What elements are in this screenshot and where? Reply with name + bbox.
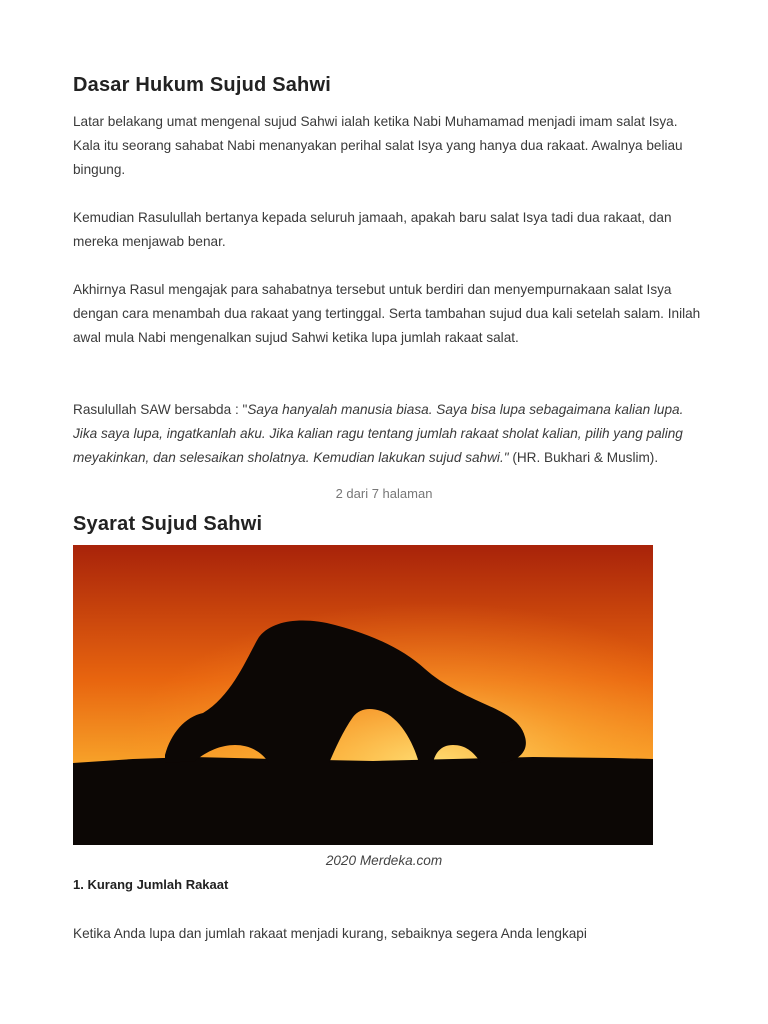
page-indicator: 2 dari 7 halaman bbox=[335, 486, 433, 501]
paragraph-ketika-anda-lupa: Ketika Anda lupa dan jumlah rakaat menjadi kurang, sebaiknya segera Anda lengkapi bbox=[73, 926, 587, 941]
paragraph-hadith-quote bbox=[73, 398, 703, 470]
section-title-syarat: Syarat Sujud Sahwi bbox=[73, 513, 263, 535]
sunset-prostration-image bbox=[73, 545, 653, 845]
sujud-silhouette-photo bbox=[73, 545, 653, 845]
section-title-dasar-hukum: Dasar Hukum Sujud Sahwi bbox=[73, 74, 331, 96]
ground-silhouette bbox=[73, 757, 653, 845]
paragraph-rasulullah-bertanya: Kemudian Rasulullah bertanya kepada seluruh jamaah, apakah baru salat Isya tadi dua rakaat, dan mereka menjawab benar. bbox=[73, 210, 672, 249]
subheading-kurang-jumlah-rakaat: 1. Kurang Jumlah Rakaat bbox=[73, 877, 229, 892]
quote-source: (HR. Bukhari & Muslim). bbox=[508, 450, 659, 465]
quote-text: Saya hanyalah manusia biasa. Saya bisa lupa sebagaimana kalian lupa. Jika saya lupa, ingatkanlah aku. Jika kalian ragu tentang jumlah rakaat sholat kalian, pilih yang paling meyakinkan, dan selesaikan sholatnya. Kemudian lakukan sujud sahwi." bbox=[73, 402, 684, 465]
paragraph-latar-belakang: Latar belakang umat mengenal sujud Sahwi ialah ketika Nabi Muhamamad menjadi imam salat Isya. Kala itu seorang sahabat Nabi menanyakan perihal salat Isya yang hanya dua rakaat. Awalnya beliau bingung. bbox=[73, 114, 683, 177]
quote-intro: Rasulullah SAW bersabda : " bbox=[73, 402, 248, 417]
paragraph-akhirnya-rasul: Akhirnya Rasul mengajak para sahabatnya tersebut untuk berdiri dan menyempurnakaan salat Isya dengan cara menambah dua rakaat yang tertinggal. Serta tambahan sujud dua kali setelah salam. Inilah awal mula Nabi mengenalkan sujud Sahwi ketika lupa jumlah rakaat salat. bbox=[73, 282, 701, 345]
image-caption: 2020 Merdeka.com bbox=[325, 853, 443, 868]
